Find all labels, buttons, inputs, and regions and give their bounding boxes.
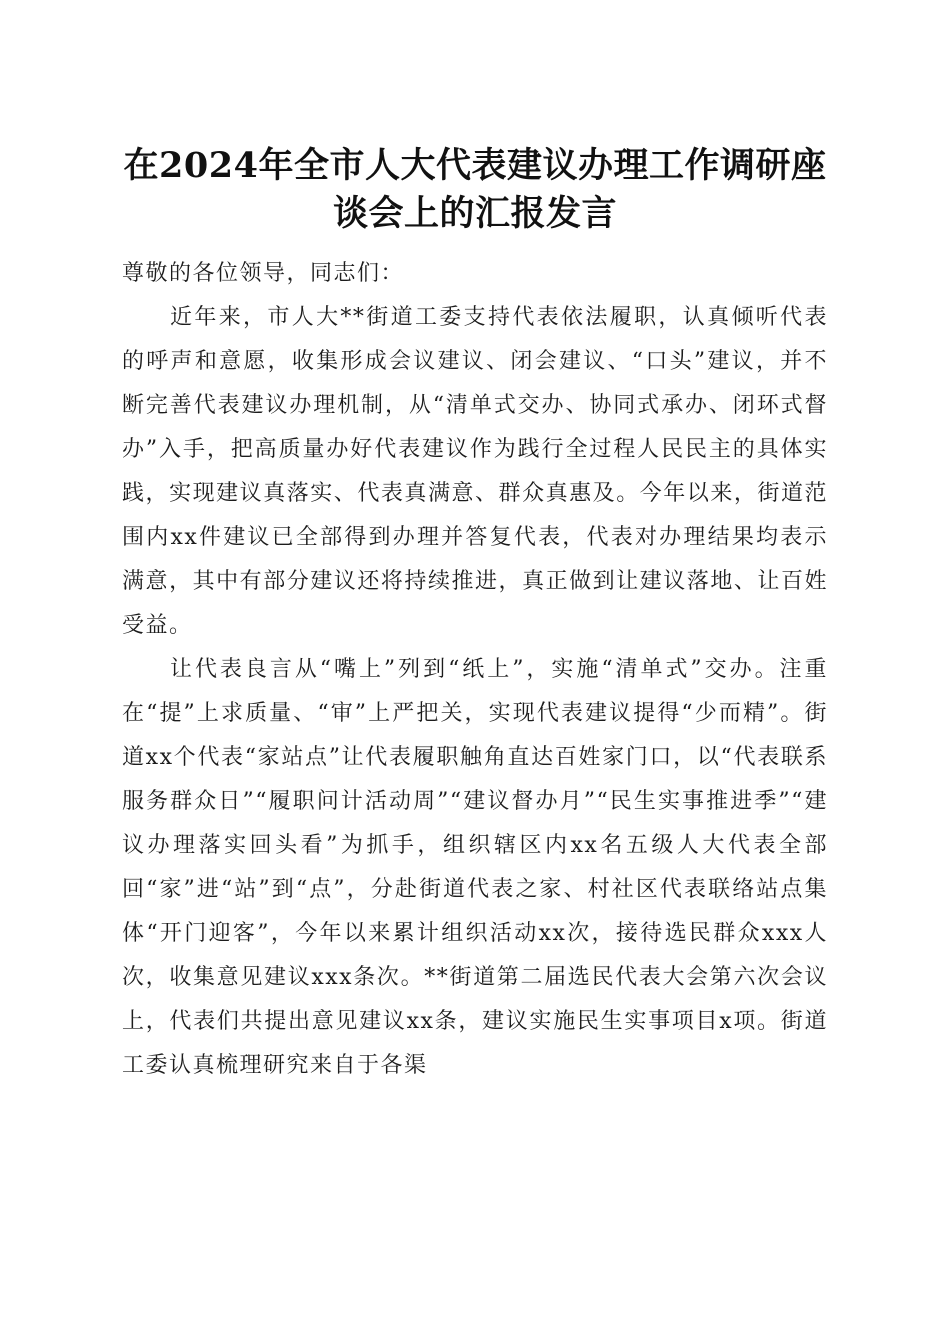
salutation: 尊敬的各位领导，同志们：: [122, 261, 405, 286]
document-body: [122, 252, 828, 1088]
paragraph-list-assignment: 让代表良言从“嘴上”列到“纸上”，实施“清单式”交办。注重在“提”上求质量、“审”上严把关，实现代表建议提得“少而精”。街道xx个代表“家站点”让代表履职触角直达百姓家门口，以“代表联系服务群众日”“履职问计活动周”“建议督办月”“民生实事推进季”“建议办理落实回头看”为抓手，组织辖区内xx名五级人大代表全部回“家”进“站”到“点”，分赴街道代表之家、村社区代表联络站点集体“开门迎客”，今年以来累计组织活动xx次，接待选民群众xxx人次，收集意见建议xxx条次。**街道第二届选民代表大会第六次会议上，代表们共提出意见建议xx条，建议实施民生实事项目x项。街道工委认真梳理研究来自于各渠: [122, 657, 829, 1078]
paragraph-intro: 近年来，市人大**街道工委支持代表依法履职，认真倾听代表的呼声和意愿，收集形成会议建议、闭会建议、“口头”建议，并不断完善代表建议办理机制，从“清单式交办、协同式承办、闭环式督办”入手，把高质量办好代表建议作为践行全过程人民民主的具体实践，实现建议真落实、代表真满意、群众真惠及。今年以来，街道范围内xx件建议已全部得到办理并答复代表，代表对办理结果均表示满意，其中有部分建议还将持续推进，真正做到让建议落地、让百姓受益。: [122, 305, 828, 638]
document-title: [110, 142, 840, 238]
title-line-1: 在2024年全市人大代表建议办理工作调研座: [123, 145, 827, 186]
title-line-2: 谈会上的汇报发言: [332, 193, 617, 234]
